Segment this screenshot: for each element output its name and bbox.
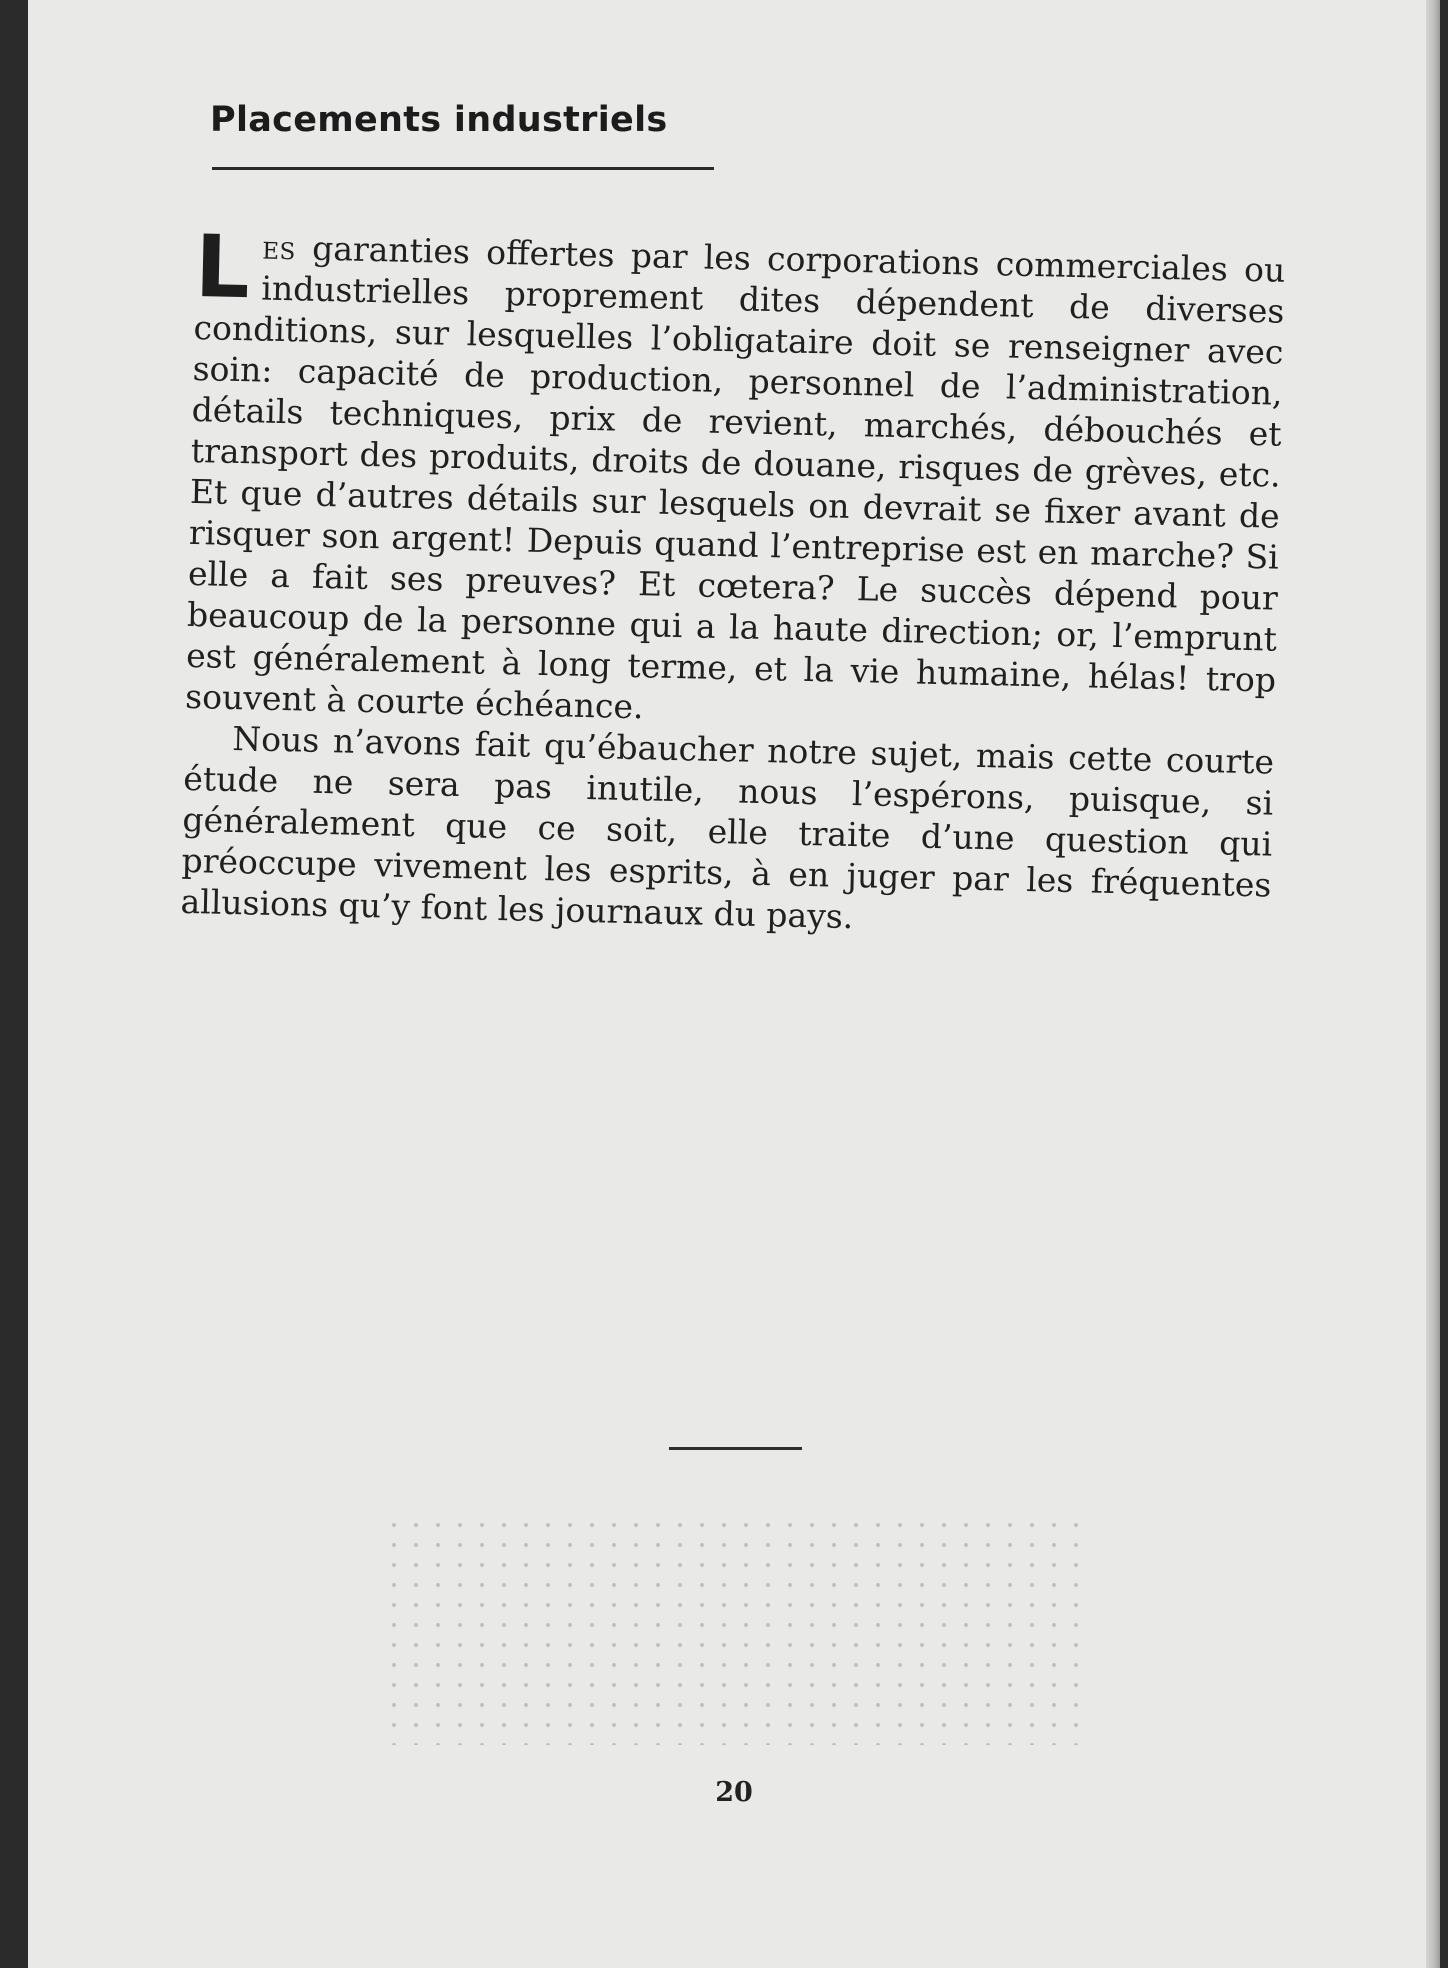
end-of-section-rule (669, 1447, 802, 1450)
section-heading: Placements industriels (210, 100, 668, 140)
paragraph-2: Nous n’avons fait qu’ébaucher notre sujet, mais cette courte étude ne sera pas inutile, nous l’espérons, puisque, si généralement que ce soit, elle traite d’une question qui préoccupe vivement les esprits, à en juger par les fréquentes allusions qu’y font les journaux du pays. (180, 718, 1275, 937)
body-text (180, 217, 1286, 947)
heading-underline (212, 167, 714, 170)
page-number: 20 (715, 1777, 753, 1808)
show-through-texture (383, 1515, 1083, 1745)
paragraph-1 (184, 217, 1286, 742)
page-edge (1426, 0, 1440, 1968)
drop-cap: L (193, 217, 251, 319)
paragraph-1-text: garanties offertes par les corporations commerciales ou industrielles proprement dites dépendent de diverses conditions, sur lesquelles l’obligataire doit se renseigner avec soin: capacité de production, personnel de l’administration, détails techniques, prix de revient, marchés, débouchés et transport des produits, droits de douane, risques de grèves, etc. Et que d’autres détails sur lesquels on devrait se fixer avant de risquer son argent! Depuis quand l’entreprise est en marche? Si elle a fait ses preuves? Et cœtera? Le succès dépend pour beaucoup de la personne qui a la haute direction; or, l’emprunt est généralement à long terme, et la vie humaine, hélas! trop souvent à courte échéance. (184, 228, 1286, 727)
book-page (28, 0, 1440, 1968)
paragraph-1-lead: es (261, 227, 297, 268)
